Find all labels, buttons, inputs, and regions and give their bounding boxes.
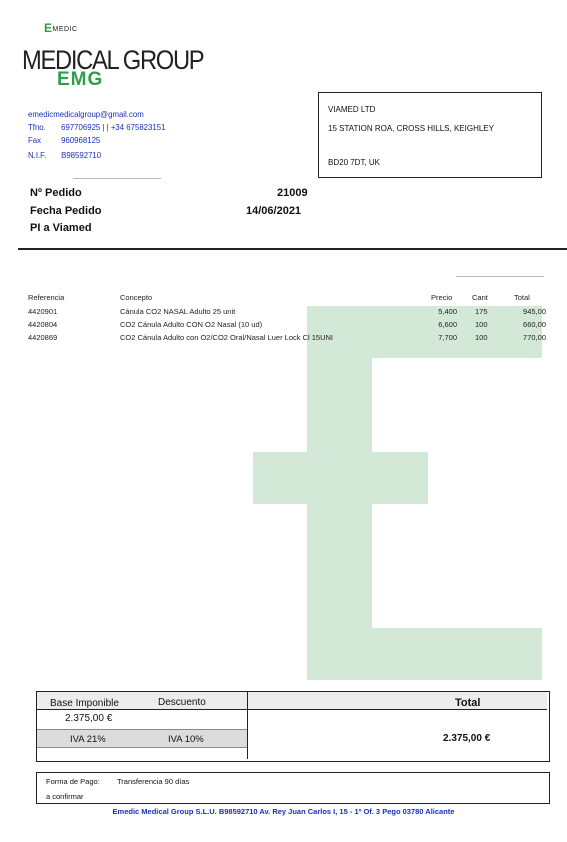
logo-emg-text: EMG <box>57 69 104 90</box>
order-number: 21009 <box>277 187 308 199</box>
divider <box>73 178 161 179</box>
table-row-qty: 100 <box>475 333 488 342</box>
contact-fax: Fax 960968125 <box>28 135 101 145</box>
contact-phone: Tfno. 697706925 | | +34 675823151 <box>28 122 166 132</box>
iva-band <box>37 729 247 748</box>
contact-nif: N.I.F. B98592710 <box>28 150 102 160</box>
payment-box <box>36 772 550 804</box>
table-row-qty: 175 <box>475 307 488 316</box>
iva21-label: IVA 21% <box>70 734 106 745</box>
table-row-ref: 4420901 <box>28 307 58 316</box>
total-label: Total <box>455 697 481 709</box>
discount-label: Descuento <box>158 697 206 708</box>
contact-email: emedicmedicalgroup@gmail.com <box>28 109 144 119</box>
table-row-qty: 100 <box>475 320 488 329</box>
col-header-ref: Referencia <box>28 293 65 302</box>
order-date: 14/06/2021 <box>246 205 302 217</box>
order-reference: PI a Viamed <box>30 222 92 234</box>
recipient-name: VIAMED LTD <box>328 105 376 114</box>
watermark-pound-bar <box>253 452 428 504</box>
table-row-total: 660,00 <box>523 320 546 329</box>
order-date-label: Fecha Pedido <box>30 205 102 217</box>
recipient-street: 15 STATION ROA, CROSS HILLS, KEIGHLEY <box>328 124 494 133</box>
table-row-total: 945,00 <box>523 307 546 316</box>
order-number-label: Nº Pedido <box>30 187 82 199</box>
table-row-price: 5,400 <box>438 307 457 316</box>
table-row-concept: CO2 Cánula Adulto CON O2 Nasal (10 ud) <box>120 320 263 329</box>
total-value: 2.375,00 € <box>443 733 491 744</box>
logo-small-text: EMEDIC <box>44 21 78 35</box>
divider <box>456 276 544 277</box>
watermark-pound-base <box>307 628 542 680</box>
col-header-concept: Concepto <box>120 293 153 302</box>
table-row-price: 6,600 <box>438 320 457 329</box>
table-row-total: 770,00 <box>523 333 546 342</box>
col-header-total: Total <box>514 293 530 302</box>
table-row-concept: CO2 Cánula Adulto con O2/CO2 Oral/Nasal Luer Lock Cl 15UNI <box>120 333 334 342</box>
table-row-concept: Cánula CO2 NASAL Adulto 25 unit <box>120 307 236 316</box>
table-row-price: 7,700 <box>438 333 457 342</box>
payment-value: Transferencia 90 días <box>117 777 190 786</box>
totals-divider <box>247 692 248 759</box>
header-rule <box>18 248 567 250</box>
base-label: Base Imponible <box>50 698 119 709</box>
recipient-postcode: BD20 7DT, UK <box>328 158 381 167</box>
col-header-qty: Cant <box>472 293 488 302</box>
logo-main-text: MEDICAL GROUP <box>22 45 204 75</box>
col-header-price: Precio <box>431 293 453 302</box>
payment-note: a confirmar <box>46 792 84 801</box>
footer-company-info: Emedic Medical Group S.L.U. B98592710 Av. Rey Juan Carlos I, 15 - 1º Of. 3 Pego 03780 Alicante <box>112 807 455 816</box>
payment-label: Forma de Pago: <box>46 777 100 786</box>
table-row-ref: 4420804 <box>28 320 58 329</box>
base-value: 2.375,00 € <box>65 713 113 724</box>
iva10-label: IVA 10% <box>168 734 204 745</box>
table-row-ref: 4420869 <box>28 333 58 342</box>
